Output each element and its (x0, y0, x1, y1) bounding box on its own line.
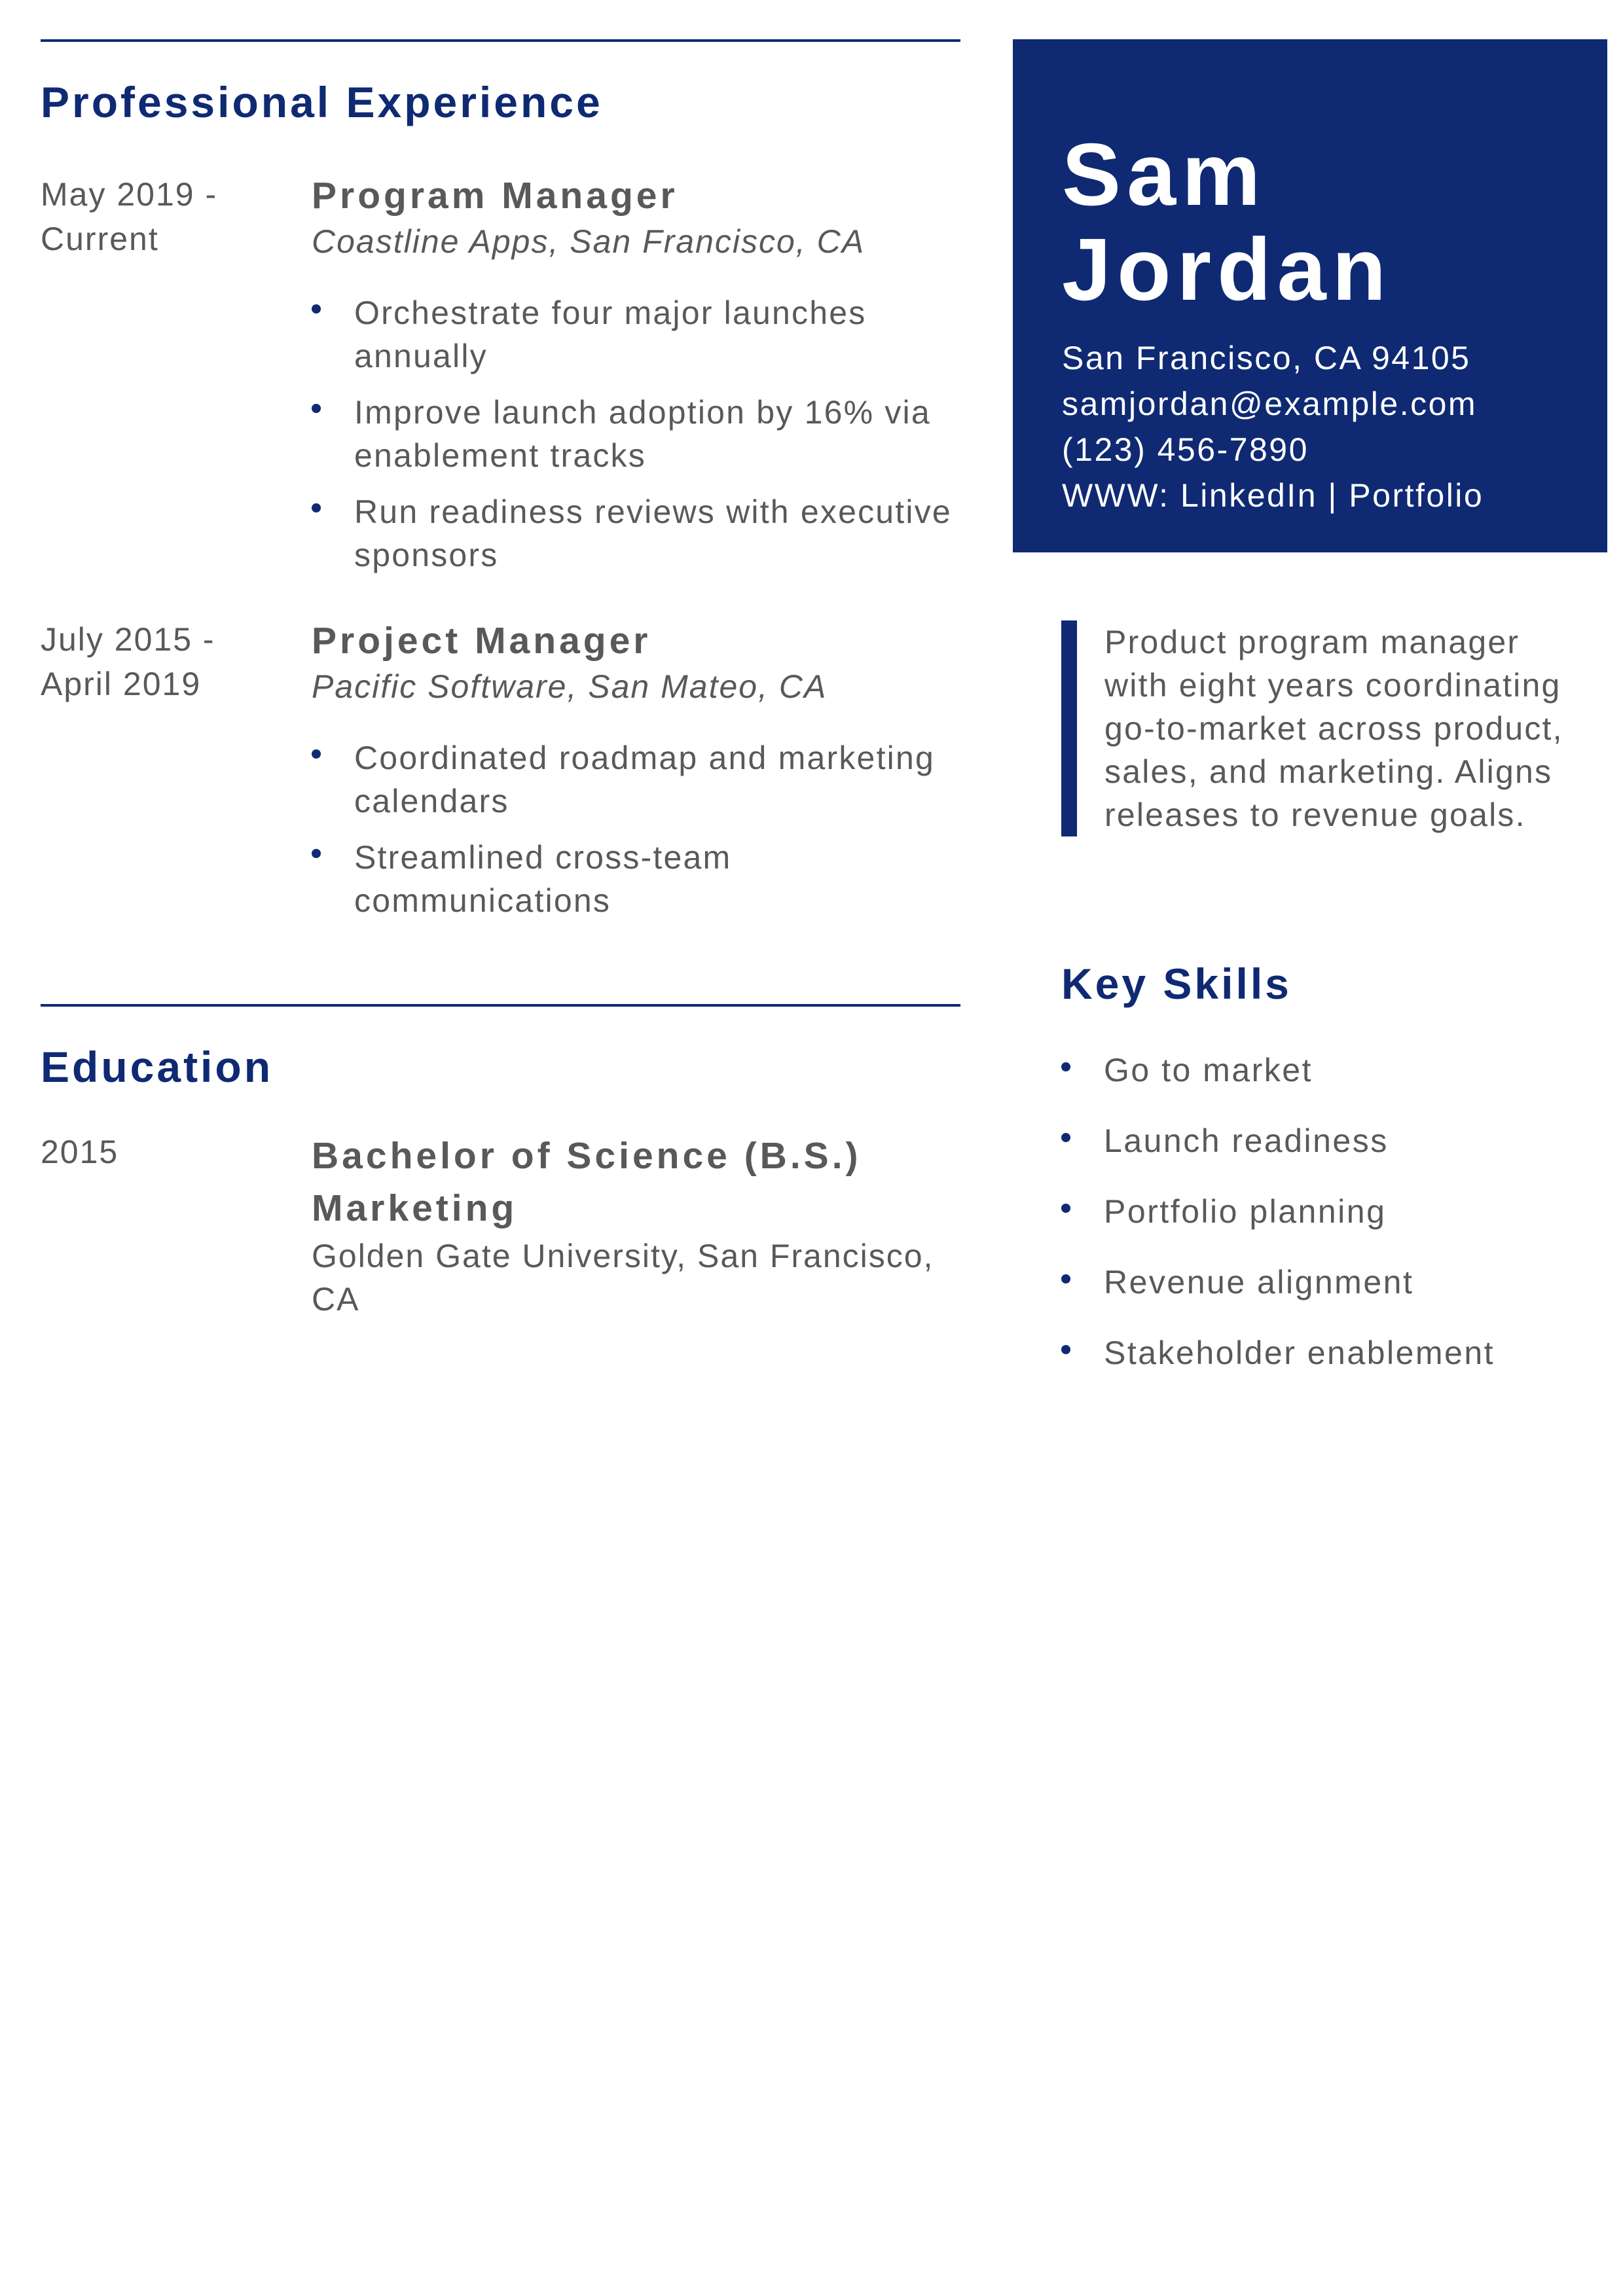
bullet-dot-icon (312, 749, 321, 759)
job-date-start: May 2019 - (41, 175, 218, 213)
skill-text: Portfolio planning (1104, 1193, 1387, 1230)
skill-text: Revenue alignment (1104, 1264, 1414, 1300)
bullet-text: Improve launch adoption by 16% via enablement tracks (354, 393, 931, 474)
web-links (1062, 473, 1484, 518)
job-title: Project Manager (312, 619, 651, 662)
job-bullet (312, 291, 960, 378)
skill-item (1061, 1119, 1495, 1162)
job-bullet (312, 836, 960, 922)
bullet-dot-icon (1061, 1204, 1070, 1213)
job-date-end: April 2019 (41, 665, 202, 702)
job-body (312, 617, 960, 935)
education-year: 2015 (41, 1134, 119, 1171)
last-name: Jordan (1062, 220, 1393, 319)
bullet-dot-icon (312, 304, 321, 314)
job-date-end: Current (41, 220, 159, 257)
job-title: Program Manager (312, 174, 678, 217)
skill-item (1061, 1049, 1495, 1092)
bullet-dot-icon (312, 849, 321, 858)
job-entry (41, 617, 960, 935)
bullet-dot-icon (1061, 1133, 1070, 1142)
job-bullets (312, 736, 960, 922)
job-entry (41, 172, 960, 590)
skills-list (1061, 1049, 1495, 1402)
education-heading: Education (41, 1042, 274, 1091)
job-bullet (312, 391, 960, 477)
job-company: Pacific Software, San Mateo, CA (312, 668, 828, 705)
skill-item (1061, 1190, 1495, 1233)
job-bullet (312, 736, 960, 823)
bullet-text: Coordinated roadmap and marketing calendars (354, 739, 935, 819)
bullet-dot-icon (312, 503, 321, 512)
linkedin-link[interactable]: LinkedIn (1180, 477, 1318, 514)
bullet-text: Run readiness reviews with executive sponsors (354, 493, 952, 573)
address: San Francisco, CA 94105 (1062, 340, 1471, 376)
first-name: Sam (1062, 125, 1267, 224)
job-dates (41, 617, 312, 935)
experience-divider (41, 39, 960, 42)
skill-item (1061, 1261, 1495, 1304)
skill-text: Launch readiness (1104, 1122, 1389, 1159)
skill-text: Go to market (1104, 1052, 1313, 1088)
link-separator: | (1317, 477, 1349, 514)
bullet-dot-icon (1061, 1062, 1070, 1071)
school: Golden Gate University, San Francisco, CA (312, 1238, 934, 1318)
skill-text: Stakeholder enablement (1104, 1335, 1495, 1371)
bullet-dot-icon (1061, 1345, 1070, 1354)
web-prefix: WWW: (1062, 477, 1180, 514)
skill-item (1061, 1331, 1495, 1374)
left-column (41, 39, 960, 1321)
job-company: Coastline Apps, San Francisco, CA (312, 223, 866, 260)
bullet-text: Streamlined cross-team communications (354, 838, 732, 919)
degree-title (312, 1130, 960, 1234)
job-date-start: July 2015 - (41, 620, 215, 658)
bullet-dot-icon (312, 404, 321, 413)
job-dates (41, 172, 312, 590)
job-bullet (312, 490, 960, 577)
phone: (123) 456-7890 (1062, 431, 1309, 468)
name-header-box (1013, 39, 1607, 552)
email[interactable]: samjordan@example.com (1062, 386, 1478, 422)
education-body (312, 1130, 960, 1321)
education-entry (41, 1130, 960, 1321)
candidate-name (1062, 127, 1392, 317)
skills-heading: Key Skills (1061, 960, 1292, 1008)
job-body (312, 172, 960, 590)
degree-line: Bachelor of Science (B.S.) (312, 1135, 862, 1177)
contact-info (1062, 335, 1484, 518)
degree-major: Marketing (312, 1187, 518, 1230)
bullet-dot-icon (1061, 1274, 1070, 1283)
experience-heading: Professional Experience (41, 78, 603, 126)
education-divider (41, 1004, 960, 1007)
portfolio-link[interactable]: Portfolio (1349, 477, 1484, 514)
summary: Product program manager with eight years coordinating go-to-market across product, sales, and marketing. Aligns releases to revenue goals. (1061, 620, 1589, 836)
bullet-text: Orchestrate four major launches annually (354, 294, 867, 374)
job-bullets (312, 291, 960, 577)
